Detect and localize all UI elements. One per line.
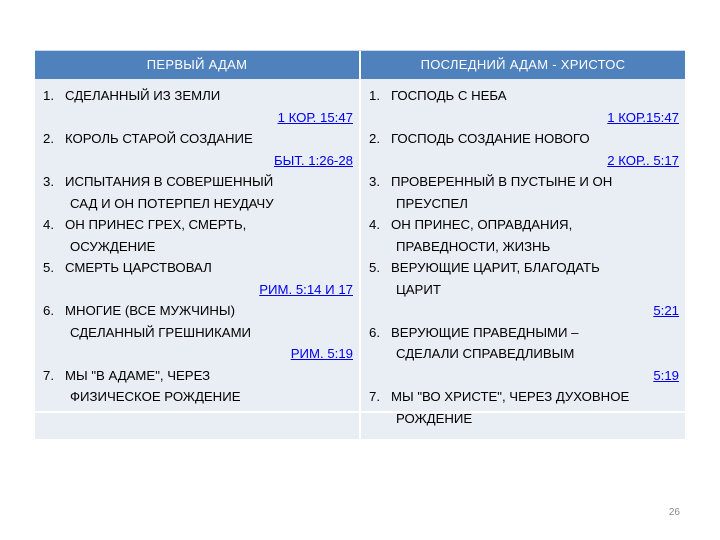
right-list-item bbox=[369, 214, 679, 257]
right-list-item bbox=[369, 128, 679, 171]
page-number: 26 bbox=[668, 507, 680, 518]
item-text-continued: РОЖДЕНИЕ bbox=[396, 410, 473, 426]
scripture-reference-link[interactable]: 1 КОР.15:47 bbox=[607, 109, 679, 125]
scripture-reference-link[interactable]: 1 КОР. 15:47 bbox=[277, 109, 353, 125]
right-list-item bbox=[369, 386, 679, 429]
item-text: МЫ "ВО ХРИСТЕ", ЧЕРЕЗ ДУХОВНОЕ bbox=[391, 389, 630, 404]
item-text-continued: ЦАРИТ bbox=[396, 281, 441, 297]
item-number: 4. bbox=[369, 217, 380, 232]
item-text: СМЕРТЬ ЦАРСТВОВАЛ bbox=[65, 260, 212, 275]
scripture-reference-link[interactable]: 5:21 bbox=[653, 303, 679, 318]
right-list-item bbox=[369, 85, 679, 128]
item-text: ПРОВЕРЕННЫЙ В ПУСТЫНЕ И ОН bbox=[391, 174, 613, 189]
scripture-reference-link[interactable]: 5:19 bbox=[653, 367, 679, 383]
header-last-adam: ПОСЛЕДНИЙ АДАМ - ХРИСТОС bbox=[420, 57, 626, 72]
item-number: 5. bbox=[369, 260, 380, 275]
left-list-item bbox=[43, 171, 353, 214]
item-text: СДЕЛАННЫЙ ИЗ ЗЕМЛИ bbox=[65, 88, 221, 103]
item-number: 2. bbox=[43, 131, 54, 146]
item-text: ИСПЫТАНИЯ В СОВЕРШЕННЫЙ bbox=[65, 174, 274, 189]
item-text-continued: ФИЗИЧЕСКОЕ РОЖДЕНИЕ bbox=[70, 389, 241, 404]
scripture-reference-link[interactable]: 2 КОР.. 5:17 bbox=[607, 152, 679, 168]
item-text: ГОСПОДЬ С НЕБА bbox=[391, 88, 507, 103]
item-text-continued: СДЕЛАННЫЙ ГРЕШНИКАМИ bbox=[70, 324, 252, 340]
item-number: 1. bbox=[369, 88, 380, 103]
item-number: 4. bbox=[43, 217, 54, 232]
left-list-item bbox=[43, 365, 353, 408]
item-number: 6. bbox=[369, 324, 380, 340]
table-header-row bbox=[35, 51, 685, 79]
item-text: ОН ПРИНЕС ГРЕХ, СМЕРТЬ, bbox=[65, 217, 247, 232]
comparison-table bbox=[35, 50, 685, 439]
item-text-continued: ПРАВЕДНОСТИ, ЖИЗНЬ bbox=[396, 238, 551, 254]
empty-cell-left bbox=[35, 413, 361, 439]
left-list-item bbox=[43, 128, 353, 171]
right-list-item bbox=[369, 257, 679, 322]
left-list-item bbox=[43, 214, 353, 257]
item-text-continued: САД И ОН ПОТЕРПЕЛ НЕУДАЧУ bbox=[70, 195, 274, 211]
scripture-reference-link[interactable]: РИМ. 5:19 bbox=[290, 346, 353, 361]
item-text-continued: ОСУЖДЕНИЕ bbox=[70, 238, 156, 254]
left-list-item bbox=[43, 257, 353, 300]
item-number: 1. bbox=[43, 88, 54, 103]
item-text-continued: ПРЕУСПЕЛ bbox=[396, 195, 468, 211]
item-text: МЫ "В АДАМЕ", ЧЕРЕЗ bbox=[65, 367, 211, 383]
first-adam-column bbox=[35, 79, 361, 411]
item-number: 6. bbox=[43, 303, 54, 318]
item-number: 3. bbox=[369, 174, 380, 189]
right-list-item bbox=[369, 171, 679, 214]
item-number: 5. bbox=[43, 260, 54, 275]
item-text-continued: СДЕЛАЛИ СПРАВЕДЛИВЫМ bbox=[396, 346, 575, 361]
item-text: ВЕРУЮЩИЕ ЦАРИТ, БЛАГОДАТЬ bbox=[391, 260, 600, 275]
header-first-adam: ПЕРВЫЙ АДАМ bbox=[35, 51, 361, 79]
item-number: 2. bbox=[369, 131, 380, 146]
item-number: 7. bbox=[369, 389, 380, 404]
left-list-item bbox=[43, 85, 353, 128]
last-adam-column bbox=[361, 79, 685, 426]
scripture-reference-link[interactable]: БЫТ. 1:26-28 bbox=[274, 152, 353, 168]
item-text: ГОСПОДЬ СОЗДАНИЕ НОВОГО bbox=[391, 131, 590, 146]
item-text: КОРОЛЬ СТАРОЙ СОЗДАНИЕ bbox=[65, 131, 253, 146]
item-number: 3. bbox=[43, 174, 54, 189]
item-text: ВЕРУЮЩИЕ ПРАВЕДНЫМИ – bbox=[391, 324, 579, 340]
table-body-row bbox=[35, 79, 685, 426]
left-list-item bbox=[43, 300, 353, 365]
item-text: ОН ПРИНЕС, ОПРАВДАНИЯ, bbox=[391, 217, 573, 232]
item-text: МНОГИЕ (ВСЕ МУЖЧИНЫ) bbox=[65, 303, 235, 318]
scripture-reference-link[interactable]: РИМ. 5:14 И 17 bbox=[259, 281, 353, 297]
item-number: 7. bbox=[43, 367, 54, 383]
right-list-item bbox=[369, 322, 679, 387]
